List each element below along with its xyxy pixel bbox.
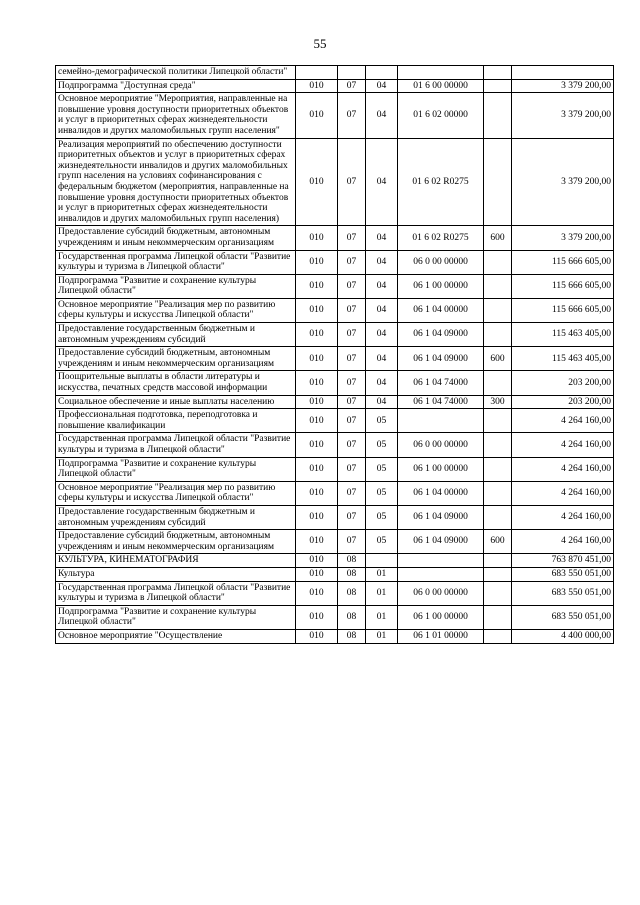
row-pr-cell <box>366 66 398 80</box>
row-pr-cell: 01 <box>366 605 398 629</box>
row-name-cell: семейно-демографической политики Липецкой области" <box>56 66 296 80</box>
row-pr-cell: 04 <box>366 395 398 409</box>
row-pr-cell: 04 <box>366 93 398 138</box>
row-name-cell: Основное мероприятие "Мероприятия, направленные на повышение уровня доступности приоритетных объектов и услуг в приоритетных сферах жизнедеятельности инвалидов и других маломобильных групп населения" <box>56 93 296 138</box>
row-ved-cell: 010 <box>296 274 338 298</box>
row-rz-cell: 07 <box>338 274 366 298</box>
row-rz-cell: 07 <box>338 433 366 457</box>
row-csr-cell: 01 6 02 00000 <box>398 93 484 138</box>
row-name-cell: КУЛЬТУРА, КИНЕМАТОГРАФИЯ <box>56 554 296 568</box>
row-ved-cell: 010 <box>296 567 338 581</box>
row-rz-cell: 07 <box>338 347 366 371</box>
row-vr-cell <box>484 605 512 629</box>
row-ved-cell: 010 <box>296 298 338 322</box>
table-row <box>56 250 614 274</box>
row-name-cell: Реализация мероприятий по обеспечению доступности приоритетных объектов и услуг в приоритетных сферах жизнедеятельности инвалидов и других маломобильных групп населения на условиях софинансирования с федеральным бюджетом (мероприятия, направленные на повышение уровня доступности приоритетных объектов и услуг в приоритетных сферах жизнедеятельности инвалидов и других маломобильных групп населения) <box>56 138 296 226</box>
page-number: 55 <box>313 36 327 51</box>
row-name-cell: Основное мероприятие "Реализация мер по развитию сферы культуры и искусства Липецкой области" <box>56 298 296 322</box>
row-rz-cell: 08 <box>338 629 366 643</box>
row-name-cell: Государственная программа Липецкой области "Развитие культуры и туризма в Липецкой области" <box>56 250 296 274</box>
row-csr-cell: 06 1 01 00000 <box>398 629 484 643</box>
table-row <box>56 554 614 568</box>
row-name-cell: Профессиональная подготовка, переподготовка и повышение квалификации <box>56 409 296 433</box>
row-sum-cell: 4 264 160,00 <box>512 457 614 481</box>
row-csr-cell: 01 6 02 R0275 <box>398 138 484 226</box>
row-sum-cell: 4 264 160,00 <box>512 505 614 529</box>
row-ved-cell: 010 <box>296 226 338 250</box>
row-rz-cell: 07 <box>338 530 366 554</box>
row-name-cell: Государственная программа Липецкой области "Развитие культуры и туризма в Липецкой области" <box>56 581 296 605</box>
table-row <box>56 274 614 298</box>
row-rz-cell: 07 <box>338 457 366 481</box>
row-sum-cell: 683 550 051,00 <box>512 567 614 581</box>
row-sum-cell: 203 200,00 <box>512 371 614 395</box>
row-vr-cell <box>484 433 512 457</box>
row-name-cell: Предоставление государственным бюджетным и автономным учреждениям субсидий <box>56 505 296 529</box>
row-rz-cell: 07 <box>338 298 366 322</box>
row-vr-cell <box>484 505 512 529</box>
row-ved-cell: 010 <box>296 409 338 433</box>
row-csr-cell: 06 0 00 00000 <box>398 581 484 605</box>
table-row <box>56 605 614 629</box>
row-rz-cell: 07 <box>338 250 366 274</box>
row-ved-cell <box>296 66 338 80</box>
table-row <box>56 581 614 605</box>
row-rz-cell: 07 <box>338 79 366 93</box>
table-row <box>56 93 614 138</box>
table-row <box>56 530 614 554</box>
row-sum-cell: 115 463 405,00 <box>512 323 614 347</box>
table-row <box>56 505 614 529</box>
row-sum-cell <box>512 66 614 80</box>
row-ved-cell: 010 <box>296 481 338 505</box>
row-vr-cell <box>484 629 512 643</box>
row-ved-cell: 010 <box>296 505 338 529</box>
row-ved-cell: 010 <box>296 250 338 274</box>
row-pr-cell: 04 <box>366 274 398 298</box>
row-rz-cell: 07 <box>338 481 366 505</box>
row-sum-cell: 4 400 000,00 <box>512 629 614 643</box>
row-rz-cell: 08 <box>338 581 366 605</box>
row-vr-cell <box>484 274 512 298</box>
row-name-cell: Государственная программа Липецкой области "Развитие культуры и туризма в Липецкой области" <box>56 433 296 457</box>
row-pr-cell: 05 <box>366 505 398 529</box>
row-pr-cell: 04 <box>366 371 398 395</box>
row-sum-cell: 4 264 160,00 <box>512 433 614 457</box>
row-vr-cell <box>484 371 512 395</box>
row-name-cell: Подпрограмма "Развитие и сохранение культуры Липецкой области" <box>56 274 296 298</box>
row-ved-cell: 010 <box>296 323 338 347</box>
row-pr-cell: 04 <box>366 323 398 347</box>
budget-table <box>55 65 614 644</box>
row-pr-cell: 01 <box>366 581 398 605</box>
row-vr-cell <box>484 567 512 581</box>
table-row <box>56 226 614 250</box>
row-ved-cell: 010 <box>296 530 338 554</box>
table-row <box>56 79 614 93</box>
row-csr-cell: 06 1 04 09000 <box>398 530 484 554</box>
row-pr-cell: 01 <box>366 567 398 581</box>
row-csr-cell: 06 1 04 00000 <box>398 481 484 505</box>
row-rz-cell: 07 <box>338 409 366 433</box>
row-rz-cell: 07 <box>338 93 366 138</box>
row-name-cell: Предоставление субсидий бюджетным, автономным учреждениям и иным некоммерческим организациям <box>56 347 296 371</box>
row-pr-cell: 04 <box>366 250 398 274</box>
row-sum-cell: 3 379 200,00 <box>512 93 614 138</box>
table-row <box>56 298 614 322</box>
row-csr-cell: 06 1 04 09000 <box>398 323 484 347</box>
row-ved-cell: 010 <box>296 93 338 138</box>
row-rz-cell: 07 <box>338 138 366 226</box>
row-csr-cell: 06 1 04 74000 <box>398 395 484 409</box>
row-pr-cell: 01 <box>366 629 398 643</box>
row-ved-cell: 010 <box>296 581 338 605</box>
row-name-cell: Поощрительные выплаты в области литературы и искусства, печатных средств массовой информации <box>56 371 296 395</box>
row-rz-cell <box>338 66 366 80</box>
row-sum-cell: 3 379 200,00 <box>512 138 614 226</box>
row-name-cell: Культура <box>56 567 296 581</box>
row-pr-cell: 05 <box>366 530 398 554</box>
row-csr-cell: 06 1 00 00000 <box>398 457 484 481</box>
table-row <box>56 395 614 409</box>
row-name-cell: Социальное обеспечение и иные выплаты населению <box>56 395 296 409</box>
row-vr-cell <box>484 581 512 605</box>
row-csr-cell: 01 6 00 00000 <box>398 79 484 93</box>
row-vr-cell: 600 <box>484 347 512 371</box>
row-sum-cell: 4 264 160,00 <box>512 481 614 505</box>
row-csr-cell <box>398 66 484 80</box>
row-sum-cell: 115 666 605,00 <box>512 274 614 298</box>
row-ved-cell: 010 <box>296 395 338 409</box>
row-ved-cell: 010 <box>296 138 338 226</box>
row-sum-cell: 4 264 160,00 <box>512 409 614 433</box>
row-csr-cell: 01 6 02 R0275 <box>398 226 484 250</box>
row-vr-cell <box>484 409 512 433</box>
row-pr-cell <box>366 554 398 568</box>
row-vr-cell <box>484 79 512 93</box>
table-row <box>56 481 614 505</box>
row-ved-cell: 010 <box>296 605 338 629</box>
row-sum-cell: 683 550 051,00 <box>512 605 614 629</box>
row-sum-cell: 763 870 451,00 <box>512 554 614 568</box>
table-body <box>56 66 614 644</box>
row-name-cell: Подпрограмма "Развитие и сохранение культуры Липецкой области" <box>56 605 296 629</box>
table-row <box>56 138 614 226</box>
row-vr-cell: 600 <box>484 226 512 250</box>
row-csr-cell: 06 1 00 00000 <box>398 274 484 298</box>
row-vr-cell: 300 <box>484 395 512 409</box>
table-row <box>56 347 614 371</box>
row-vr-cell <box>484 554 512 568</box>
row-rz-cell: 08 <box>338 554 366 568</box>
row-rz-cell: 07 <box>338 505 366 529</box>
row-csr-cell: 06 1 04 09000 <box>398 505 484 529</box>
row-ved-cell: 010 <box>296 457 338 481</box>
row-name-cell: Предоставление субсидий бюджетным, автономным учреждениям и иным некоммерческим организациям <box>56 226 296 250</box>
row-ved-cell: 010 <box>296 433 338 457</box>
row-csr-cell: 06 1 04 74000 <box>398 371 484 395</box>
row-rz-cell: 07 <box>338 323 366 347</box>
row-sum-cell: 4 264 160,00 <box>512 530 614 554</box>
row-rz-cell: 07 <box>338 226 366 250</box>
row-ved-cell: 010 <box>296 371 338 395</box>
row-vr-cell <box>484 66 512 80</box>
row-pr-cell: 05 <box>366 409 398 433</box>
row-ved-cell: 010 <box>296 79 338 93</box>
row-csr-cell: 06 1 04 00000 <box>398 298 484 322</box>
row-vr-cell <box>484 481 512 505</box>
row-vr-cell <box>484 93 512 138</box>
table-row <box>56 371 614 395</box>
row-csr-cell <box>398 567 484 581</box>
row-pr-cell: 04 <box>366 347 398 371</box>
table-row <box>56 66 614 80</box>
row-vr-cell <box>484 457 512 481</box>
row-pr-cell: 05 <box>366 457 398 481</box>
row-name-cell: Основное мероприятие "Реализация мер по развитию сферы культуры и искусства Липецкой области" <box>56 481 296 505</box>
row-rz-cell: 08 <box>338 567 366 581</box>
table-row <box>56 567 614 581</box>
row-csr-cell: 06 0 00 00000 <box>398 433 484 457</box>
row-pr-cell: 04 <box>366 138 398 226</box>
row-rz-cell: 08 <box>338 605 366 629</box>
row-sum-cell: 3 379 200,00 <box>512 226 614 250</box>
table-row <box>56 409 614 433</box>
row-sum-cell: 115 666 605,00 <box>512 298 614 322</box>
row-sum-cell: 203 200,00 <box>512 395 614 409</box>
row-csr-cell <box>398 554 484 568</box>
row-pr-cell: 04 <box>366 79 398 93</box>
row-vr-cell <box>484 250 512 274</box>
row-pr-cell: 05 <box>366 433 398 457</box>
row-pr-cell: 04 <box>366 226 398 250</box>
row-vr-cell: 600 <box>484 530 512 554</box>
row-sum-cell: 115 463 405,00 <box>512 347 614 371</box>
table-row <box>56 457 614 481</box>
row-name-cell: Предоставление субсидий бюджетным, автономным учреждениям и иным некоммерческим организациям <box>56 530 296 554</box>
table-row <box>56 629 614 643</box>
row-vr-cell <box>484 323 512 347</box>
row-name-cell: Основное мероприятие "Осуществление <box>56 629 296 643</box>
row-sum-cell: 683 550 051,00 <box>512 581 614 605</box>
row-sum-cell: 3 379 200,00 <box>512 79 614 93</box>
row-rz-cell: 07 <box>338 371 366 395</box>
row-rz-cell: 07 <box>338 395 366 409</box>
row-csr-cell: 06 0 00 00000 <box>398 250 484 274</box>
row-name-cell: Предоставление государственным бюджетным и автономным учреждениям субсидий <box>56 323 296 347</box>
row-pr-cell: 05 <box>366 481 398 505</box>
row-vr-cell <box>484 298 512 322</box>
row-csr-cell: 06 1 04 09000 <box>398 347 484 371</box>
row-pr-cell: 04 <box>366 298 398 322</box>
table-row <box>56 433 614 457</box>
table-row <box>56 323 614 347</box>
row-name-cell: Подпрограмма "Развитие и сохранение культуры Липецкой области" <box>56 457 296 481</box>
row-ved-cell: 010 <box>296 629 338 643</box>
row-name-cell: Подпрограмма "Доступная среда" <box>56 79 296 93</box>
row-csr-cell: 06 1 00 00000 <box>398 605 484 629</box>
row-ved-cell: 010 <box>296 347 338 371</box>
row-vr-cell <box>484 138 512 226</box>
row-csr-cell <box>398 409 484 433</box>
row-ved-cell: 010 <box>296 554 338 568</box>
row-sum-cell: 115 666 605,00 <box>512 250 614 274</box>
